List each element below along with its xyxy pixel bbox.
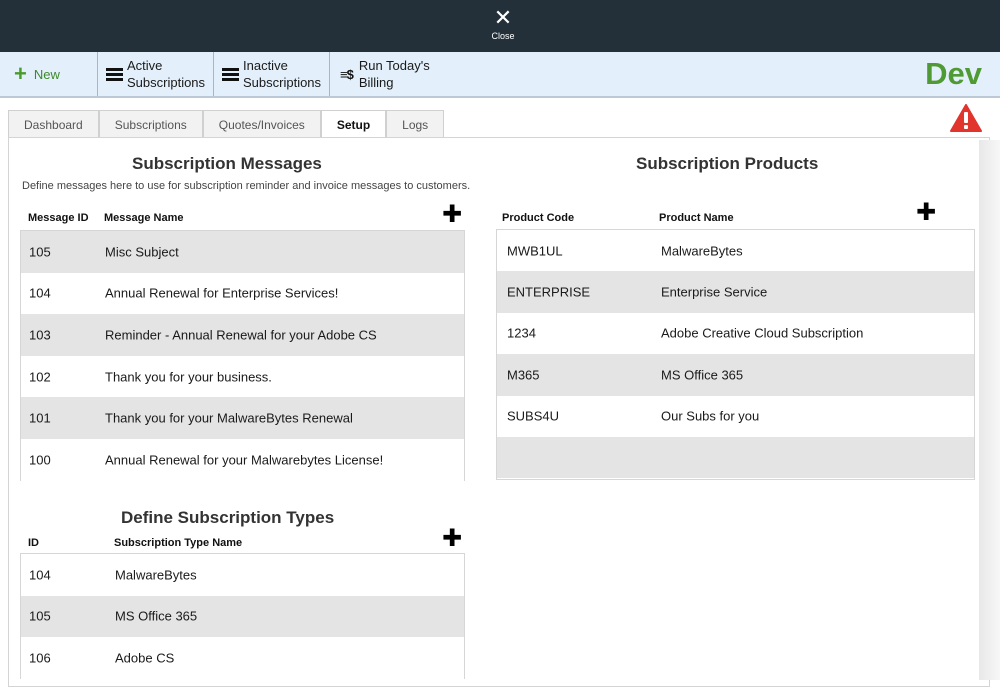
active-label-line2: Subscriptions [127, 75, 206, 90]
types-col-name: Subscription Type Name [114, 537, 243, 549]
new-button[interactable] [0, 52, 98, 96]
table-row[interactable]: 105 MS Office 365 [21, 596, 464, 638]
tab-subscriptions[interactable]: Subscriptions [99, 110, 203, 138]
table-row[interactable]: 103 Reminder - Annual Renewal for your Adobe CS [21, 314, 464, 356]
tab-quotes-invoices[interactable]: Quotes/Invoices [203, 110, 321, 138]
table-row[interactable]: ENTERPRISE Enterprise Service [497, 271, 974, 312]
add-type-button[interactable]: ✚ [442, 525, 463, 552]
environment-label: Dev [925, 56, 982, 91]
types-table [20, 553, 465, 679]
close-label: Close [491, 31, 515, 41]
products-title: Subscription Products [636, 154, 819, 173]
list-icon [106, 68, 123, 81]
table-row[interactable]: 101 Thank you for your MalwareBytes Renewal [21, 397, 464, 439]
run-billing-button[interactable] [330, 52, 460, 96]
plus-icon: + [14, 61, 27, 86]
products-col-name: Product Name [659, 212, 734, 224]
active-label-line1: Active [127, 58, 163, 73]
empty-row [497, 437, 974, 478]
types-title: Define Subscription Types [121, 508, 335, 527]
types-col-id: ID [28, 537, 39, 549]
products-table [496, 229, 975, 480]
list-icon [222, 68, 239, 81]
panel-shadow [979, 140, 1000, 680]
close-icon: ✕ [493, 5, 513, 30]
messages-table [20, 230, 465, 481]
products-col-code: Product Code [502, 212, 575, 224]
add-product-button[interactable]: ✚ [916, 199, 937, 226]
add-message-button[interactable]: ✚ [442, 201, 463, 228]
billing-icon: ≡$ [340, 66, 353, 82]
new-label: New [33, 66, 60, 82]
billing-label-line2: Billing [358, 75, 394, 90]
tab-setup[interactable]: Setup [321, 110, 386, 138]
table-row[interactable]: 100 Annual Renewal for your Malwarebytes License! [21, 439, 464, 481]
messages-col-id: Message ID [28, 212, 89, 224]
messages-col-name: Message Name [104, 212, 184, 224]
table-row[interactable]: 105 Misc Subject [21, 231, 464, 273]
billing-label-line1: Run Today's [358, 58, 430, 73]
table-row[interactable]: 104 Annual Renewal for Enterprise Services! [21, 273, 464, 315]
top-bar [0, 0, 1000, 52]
messages-description: Define messages here to use for subscription reminder and invoice messages to customers. [22, 180, 471, 192]
tab-dashboard[interactable]: Dashboard [8, 110, 99, 138]
table-row[interactable]: MWB1UL MalwareBytes [497, 230, 974, 271]
table-row[interactable]: 102 Thank you for your business. [21, 356, 464, 398]
toolbar [0, 52, 1000, 98]
table-row[interactable]: 1234 Adobe Creative Cloud Subscription [497, 313, 974, 354]
table-row[interactable]: 106 Adobe CS [21, 637, 464, 679]
active-subscriptions-button[interactable] [98, 52, 214, 96]
messages-title: Subscription Messages [132, 154, 322, 173]
warning-icon[interactable] [950, 104, 982, 132]
close-button[interactable] [480, 6, 526, 46]
inactive-label-line1: Inactive [243, 58, 288, 73]
inactive-label-line2: Subscriptions [243, 75, 322, 90]
table-row[interactable]: 104 MalwareBytes [21, 554, 464, 596]
tab-bar [8, 110, 444, 138]
inactive-subscriptions-button[interactable] [214, 52, 330, 96]
table-row[interactable]: SUBS4U Our Subs for you [497, 396, 974, 437]
table-row[interactable]: M365 MS Office 365 [497, 354, 974, 395]
tab-logs[interactable]: Logs [386, 110, 444, 138]
